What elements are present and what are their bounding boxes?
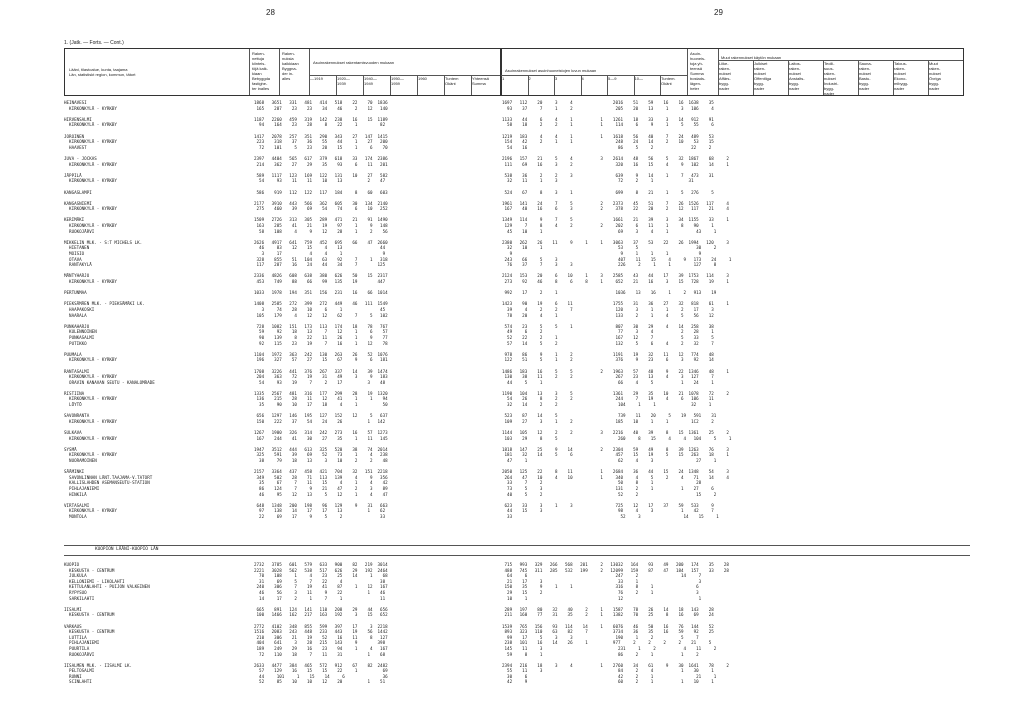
table-row bbox=[64, 514, 500, 520]
row-values: 150 222 37 54 24 26 1 142 bbox=[254, 418, 386, 424]
row-values: 238 101 16 14 26 1 977 2 2 2 2 21 5 bbox=[502, 640, 712, 646]
row-values: 46 56 3 11 9 22 1 46 bbox=[254, 589, 386, 595]
row-values: 648 1348 200 198 96 129 9 31 663 bbox=[254, 502, 388, 508]
row-values: 64 6 247 2 14 7 bbox=[502, 573, 702, 579]
area-name: SAVONRANTA bbox=[64, 413, 90, 419]
row-values: 1219 183 4 4 1 1 1618 56 40 7 24 489 53 bbox=[502, 133, 714, 139]
row-values: 86 124 7 9 21 47 2 3 89 bbox=[254, 485, 388, 491]
area-name: SULKAVA bbox=[64, 430, 82, 436]
row-values: 1187 2260 459 319 142 238 16 15 1189 bbox=[254, 116, 388, 122]
dwellings-total-header: Asuin- huoneis- toja yh- teensä Summa bostads- lägen- heter bbox=[690, 51, 706, 91]
area-name: KIRKONKYLÄ - KYRKBY bbox=[64, 279, 117, 284]
row-values: 46 83 12 15 4 13 44 bbox=[254, 245, 386, 251]
row-values: 1509 2726 313 305 289 471 21 91 1490 bbox=[254, 217, 388, 223]
row-values: 1133 44 6 4 1 1 1261 18 33 3 14 912 91 bbox=[502, 116, 714, 122]
year-column-header: Yhteensä Summa bbox=[472, 76, 489, 86]
area-name: PIHLAJANIEMI bbox=[64, 485, 100, 491]
row-values: 2196 157 21 5 4 3 2614 48 56 5 32 1867 68 2 bbox=[502, 155, 729, 161]
row-values: 39 4 2 2 7 120 3 1 1 2 17 3 bbox=[502, 306, 714, 312]
row-values: 223 318 37 36 55 44 1 27 200 bbox=[254, 139, 388, 145]
area-name: KALLISLAHDEN ASEMANSEUTU-STATION bbox=[64, 480, 150, 486]
dwelling-count-column-header: 1 bbox=[502, 76, 505, 81]
year-column-header: 1940— 1949 bbox=[364, 76, 377, 86]
row-values: 1947 3512 444 613 325 520 38 74 2014 bbox=[254, 446, 388, 452]
row-values: 453 749 88 66 99 135 19 447 bbox=[254, 279, 386, 284]
area-name: HINKILÄ bbox=[64, 491, 87, 497]
row-values: 523 87 14 5 739 11 20 5 19 591 31 bbox=[502, 413, 717, 419]
row-values: 1486 183 16 5 5 2 1963 57 48 9 22 1346 48 1 bbox=[502, 368, 729, 374]
row-values: 30 6 42 2 1 21 1 bbox=[502, 673, 717, 679]
area-name: KANGASLAMPI bbox=[64, 189, 92, 195]
row-values: 656 1297 146 195 127 152 12 5 637 bbox=[254, 413, 388, 419]
building-use-column-header: Julkiset raken- nukset Offentliga bygg- nader bbox=[754, 61, 772, 91]
row-values: 111 69 16 3 2 320 16 15 4 9 102 14 1 bbox=[502, 161, 729, 167]
row-values: 14 17 2 1 7 1 11 bbox=[254, 595, 386, 601]
row-values: 76 37 7 3 3 226 2 1 1 127 8 bbox=[502, 262, 717, 268]
area-name: PUNKASALMI bbox=[64, 334, 95, 340]
area-name: KESKUSTA - CENTRUM bbox=[64, 612, 115, 618]
row-values: 93 37 7 1 2 205 20 13 1 3 106 4 bbox=[502, 105, 714, 111]
row-values: 1423 90 19 6 11 1755 31 36 27 32 818 61 1 bbox=[502, 301, 729, 307]
construction-year-group-header bbox=[313, 55, 499, 67]
row-values: 46 95 12 13 5 12 1 4 47 bbox=[254, 491, 388, 497]
row-values: 715 993 329 266 568 201 2 13032 164 93 49 200 174 35 28 bbox=[502, 562, 729, 567]
row-values: 349 502 28 71 113 139 4 9 356 bbox=[254, 474, 388, 480]
row-values: 9 9 1 1 1 9 bbox=[502, 251, 702, 257]
area-name: RUOKOJÄRVI bbox=[64, 651, 95, 657]
area-name: SYSMÄ bbox=[64, 446, 77, 452]
area-name: KANGASNIEMI bbox=[64, 200, 92, 206]
row-values: 1408 2585 272 399 272 449 46 111 1549 bbox=[254, 301, 388, 307]
year-column-header: 1920— 1939 bbox=[337, 76, 350, 86]
row-values: 145 11 3 231 1 2 4 11 2 bbox=[502, 645, 717, 651]
row-values: 94 164 23 28 8 22 1 82 bbox=[254, 122, 386, 128]
row-values: 165 287 23 23 34 46 2 12 140 bbox=[254, 105, 388, 111]
row-values: 52 85 10 10 12 20 1 51 bbox=[254, 679, 386, 685]
area-name: KIRKONKYLÄ - KYRKBY bbox=[64, 374, 117, 380]
row-values: 47 1 62 4 3 27 1 bbox=[502, 458, 717, 463]
area-name: RYPYSUO bbox=[64, 589, 87, 595]
area-name: HEINAVESI bbox=[64, 100, 87, 105]
area-name: PERTUNMAA bbox=[64, 290, 87, 296]
area-name: NUORAMOINEN bbox=[64, 458, 97, 463]
row-values: 100 1466 162 217 163 192 3 15 652 bbox=[254, 612, 388, 618]
row-values: 2177 3910 443 566 362 605 30 134 2140 bbox=[254, 200, 388, 206]
row-values: 2394 216 18 3 4 1 2760 34 61 9 30 1641 78 2 bbox=[502, 662, 729, 668]
row-values: 44 5 1 66 4 5 1 24 1 bbox=[502, 379, 714, 385]
area-name: KIRKONKYLÄ - KYRKBY bbox=[64, 396, 117, 402]
row-values: 538 36 2 2 3 639 9 14 1 7 473 31 bbox=[502, 172, 714, 178]
row-values: 1708 3226 441 376 267 337 14 39 1474 bbox=[254, 368, 388, 374]
area-name: PUTIKKO bbox=[64, 340, 87, 346]
area-name: PUNKAHARJU bbox=[64, 323, 90, 329]
row-values: 728 1082 151 173 113 174 18 78 767 bbox=[254, 323, 388, 329]
row-values: 103 29 8 5 260 8 15 4 4 104 5 1 bbox=[502, 435, 732, 441]
area-name: LÖYTÖ bbox=[64, 402, 82, 408]
area-name: HAAPAKOSKI bbox=[64, 306, 95, 312]
row-values: 167 40 16 6 3 2 378 22 20 2 12 117 21 4 bbox=[502, 206, 729, 212]
area-name: KESKUSTA - CENTRUM bbox=[64, 629, 115, 635]
row-values: 196 327 57 27 15 67 9 6 181 bbox=[254, 357, 388, 363]
row-values: 623 33 3 1 3 725 12 17 37 59 533 9 bbox=[502, 502, 714, 508]
row-values: 32 14 2 2 104 1 1 32 1 bbox=[502, 402, 712, 408]
area-name: SCINLAHTI bbox=[64, 679, 92, 685]
row-values: 57 129 16 15 15 22 1 69 bbox=[254, 668, 388, 674]
area-name: JUVA - JOCKAS bbox=[64, 155, 97, 161]
left-table-header bbox=[64, 48, 502, 96]
year-column-header: 1960 bbox=[418, 76, 427, 81]
area-name: KULENNOINEN bbox=[64, 329, 97, 335]
left-table-body bbox=[64, 100, 500, 520]
row-values: 1335 2567 481 316 177 299 28 19 1320 bbox=[254, 390, 388, 396]
row-values: 275 460 39 69 54 74 6 10 252 bbox=[254, 206, 388, 212]
area-name: MONTOLA bbox=[64, 513, 87, 519]
row-values: 2397 4404 565 617 379 618 33 174 2386 bbox=[254, 155, 388, 161]
area-name: PUUMALA bbox=[64, 351, 82, 357]
row-values: 33 52 3 14 15 1 bbox=[502, 513, 719, 519]
row-values: 97 138 14 17 17 13 1 62 bbox=[254, 508, 386, 514]
row-values: 167 244 41 30 27 35 1 11 145 bbox=[254, 435, 388, 441]
row-values: 32 10 1 53 5 30 2 bbox=[502, 245, 717, 251]
area-name: JOROINEN bbox=[64, 133, 85, 139]
row-values: 1267 1900 326 314 242 273 16 57 1273 bbox=[254, 430, 388, 436]
row-values: 154 42 2 1 1 248 24 14 2 10 53 15 bbox=[502, 139, 714, 145]
row-values: 2633 4477 384 465 572 912 67 82 2482 bbox=[254, 662, 388, 668]
row-values: 328 855 51 104 63 92 7 1 318 bbox=[254, 256, 388, 262]
dwelling-count-column-header: 2 bbox=[528, 76, 531, 81]
group-header-fi: Asuinrakennukset rakentamisvuoden mukaan bbox=[313, 60, 394, 65]
row-values: 2626 4917 641 759 452 695 66 47 2660 bbox=[254, 239, 388, 245]
row-values: 45 10 1 69 3 4 1 43 1 bbox=[502, 228, 717, 234]
area-name: SARKILAHTI bbox=[64, 595, 95, 601]
row-values: 52 22 2 1 167 12 7 5 33 5 bbox=[502, 334, 714, 340]
row-values: 109 27 3 1 2 185 10 1 1 1C2 2 bbox=[502, 418, 714, 424]
group-header-fi-2: Asuinrakennukset asuinhuoneistojen luvun mukaan bbox=[505, 68, 597, 73]
year-column-header: 1950— 1959 bbox=[391, 76, 404, 86]
area-name: MÄNTYHARJU bbox=[64, 273, 90, 279]
row-values: 44 15 3 98 4 3 1 42 7 bbox=[502, 508, 714, 514]
row-values: 1818 147 25 9 14 2 2304 59 49 8 39 1263 76 3 bbox=[502, 446, 729, 452]
building-use-column-header: Talous- raken- nukset Ekono- mibygg- nader bbox=[894, 61, 909, 91]
area-name: KIRKONKYLÄ - KYRKBY bbox=[64, 122, 117, 128]
area-name: MIKKELIN MLK. - S:T MICHELS LK. bbox=[64, 239, 143, 245]
area-name: HIRVENSALMI bbox=[64, 116, 92, 122]
area-name: KERIMÄKI bbox=[64, 217, 85, 223]
building-use-column-header: Liike- raken- nukset Affärs- bygg- nader bbox=[719, 61, 731, 91]
other-buildings-group-header bbox=[721, 50, 961, 60]
area-name: OTAVA bbox=[64, 256, 82, 262]
row-values: 992 17 2 1 1036 13 16 1 2 913 19 bbox=[502, 290, 717, 296]
row-values: 210 306 21 19 52 16 11 8 127 bbox=[254, 634, 388, 640]
dwelling-count-column-header: 4 bbox=[581, 76, 584, 81]
left-table-body-kuopio bbox=[64, 562, 500, 685]
row-values: 35 90 10 17 18 4 1 50 bbox=[254, 402, 388, 408]
row-values: 214 362 27 29 35 93 6 11 201 bbox=[254, 161, 388, 167]
area-name: SÄÄMINKI bbox=[64, 469, 85, 475]
area-name: VARKAUS bbox=[64, 623, 82, 629]
table-row bbox=[500, 679, 970, 685]
area-name: KIRKONKYLÄ - KYRKBY bbox=[64, 206, 117, 212]
area-name: PIHLAJANIEMI bbox=[64, 640, 100, 646]
area-name: LUTTILA bbox=[64, 634, 87, 640]
row-values: 2732 3785 601 579 633 900 82 219 3014 bbox=[254, 562, 388, 567]
row-values: 58 18 2 2 1 1 114 6 9 1 5 55 6 bbox=[502, 122, 714, 128]
row-values: 136 215 28 11 12 41 1 1 94 bbox=[254, 396, 388, 402]
row-values: 204 363 72 19 31 49 3 9 183 bbox=[254, 374, 388, 380]
row-values: 524 67 8 3 1 699 8 21 1 5 276 5 bbox=[502, 189, 714, 195]
right-table-body-kuopio bbox=[500, 562, 970, 685]
table-row bbox=[64, 679, 500, 685]
row-values: 665 891 124 141 110 208 29 44 656 bbox=[254, 606, 388, 612]
group2-header-fi: Muut rakennukset käytön mukaan bbox=[721, 55, 782, 60]
row-values: 211 160 77 31 35 2 1 1382 70 25 8 16 69 24 bbox=[502, 612, 714, 618]
row-values: 2336 4826 608 638 380 626 50 15 2317 bbox=[254, 273, 388, 279]
page-number-left: 28 bbox=[266, 8, 275, 17]
area-name: RANTAKYLÄ bbox=[64, 262, 92, 268]
area-name: ORAVIN KANAVAN SEUTU - KANALOMRADE bbox=[64, 379, 155, 385]
row-values: 163 285 41 21 19 97 1 9 148 bbox=[254, 223, 388, 229]
row-values: 3 17 4 4 1 9 bbox=[254, 251, 386, 257]
area-name: RUOKOJÄRVI bbox=[64, 228, 95, 234]
table-row bbox=[500, 514, 970, 520]
buildings-column-header: Raken- nuksia kaikkiaan Byggna- der in- alles bbox=[282, 51, 299, 81]
row-values: 243 66 5 3 407 11 15 4 9 173 24 1 bbox=[502, 256, 732, 262]
row-values: 586 919 112 122 117 184 8 60 603 bbox=[254, 189, 388, 195]
area-name: KIRKONKYLÄ - KYRKBY bbox=[64, 139, 117, 145]
area-name: PIEKSÄMÄEN MLK. - PIEKSÄMÄKI LK. bbox=[64, 301, 145, 307]
row-values: 40 5 2 52 2 15 2 bbox=[502, 491, 717, 497]
dwelling-count-column-header: 3 bbox=[555, 76, 558, 81]
year-column-header: —1919 bbox=[310, 76, 323, 81]
area-name: KETTULANLAHTI - PUIJON VALKEINEN bbox=[64, 584, 150, 590]
row-values: 90 139 8 22 11 26 1 9 77 bbox=[254, 334, 388, 340]
building-use-column-header: Laitos- raken- nukset Anstalts- bygg- nader bbox=[789, 61, 805, 91]
row-values: 129 7 8 4 2 2 202 6 11 1 8 90 1 bbox=[502, 223, 714, 229]
dwelling-count-group-header bbox=[505, 63, 681, 75]
row-values: 1190 104 13 3 5 1361 29 35 10 21 1078 72 2 bbox=[502, 390, 729, 396]
row-values: 893 323 110 63 82 7 3734 36 35 16 59 92 25 bbox=[502, 629, 714, 635]
row-values: 73 5 3 131 2 1 1 27 6 bbox=[502, 485, 714, 491]
area-name: IISALMI bbox=[64, 606, 82, 612]
area-name: RANTASALMI bbox=[64, 368, 90, 374]
area-name: KIRKONKYLÄ - KYRKBY bbox=[64, 178, 117, 184]
row-values: 105 179 4 12 12 62 7 5 102 bbox=[254, 312, 388, 318]
table-caption: 1. (Jatk. — Forts. — Cont.) bbox=[64, 40, 124, 46]
row-values: 1349 114 9 7 5 1661 21 39 3 34 1155 33 1 bbox=[502, 217, 729, 223]
area-name: KIRKONKYLÄ - KYRKBY bbox=[64, 161, 117, 167]
area-name: KIRKONKYLÄ - KYRKBY bbox=[64, 223, 117, 229]
row-values: 404 641 3 28 215 143 9 398 bbox=[254, 640, 386, 646]
row-values: 2124 153 20 6 10 1 3 2585 43 44 17 39 1753 114 3 bbox=[502, 273, 729, 279]
area-name: KIRKONKYLÄ - KYRKBY bbox=[64, 452, 117, 458]
row-values: 2157 3364 437 458 421 704 32 151 2218 bbox=[254, 469, 388, 475]
row-values: 70 108 1 4 23 25 14 1 68 bbox=[254, 573, 388, 579]
row-values: 130 38 11 2 2 267 23 13 4 3 127 7 bbox=[502, 374, 714, 380]
area-name: RUNNI bbox=[64, 673, 82, 679]
row-values: 181 32 14 5 6 457 15 19 5 15 263 18 1 bbox=[502, 452, 729, 458]
area-name: KIRKONKYLÄ - KYRKBY bbox=[64, 435, 117, 441]
row-values: 59 92 18 13 7 12 1 6 57 bbox=[254, 329, 388, 335]
area-name: KIRKONKYLÄ - KYRKBY bbox=[64, 105, 117, 111]
row-values: 22 69 17 9 5 2 33 bbox=[254, 513, 386, 519]
dwelling-count-column-header: 5—9 bbox=[608, 76, 617, 81]
row-values: 57 14 5 2 132 5 6 4 2 32 7 bbox=[502, 340, 714, 346]
row-values: 2050 125 22 8 11 1 2684 36 44 15 24 1348 54 3 bbox=[502, 469, 729, 475]
area-name: VIRTASALMI bbox=[64, 502, 90, 508]
area-name: KIRKONKYLÄ - KYRKBY bbox=[64, 508, 117, 514]
row-values: 58 108 4 9 12 28 1 2 56 bbox=[254, 228, 388, 234]
row-values: 122 51 5 1 2 376 9 23 6 3 92 14 bbox=[502, 357, 714, 363]
row-values: 35 67 7 11 15 4 1 4 42 bbox=[254, 480, 388, 486]
row-values: 10 1 12 1 bbox=[502, 595, 702, 601]
row-values: 1516 2083 243 448 233 443 19 56 1442 bbox=[254, 629, 388, 635]
area-name: KIRKONKYLÄ - KYRKBY bbox=[64, 418, 117, 424]
area-name: JÄPPILÄ bbox=[64, 172, 82, 178]
area-name: RISTIINA bbox=[64, 390, 85, 396]
row-values: 273 92 46 8 6 8 1 652 21 16 3 15 728 19 1 bbox=[502, 279, 729, 284]
year-column-header: Tuntem Okänt bbox=[445, 76, 459, 86]
right-table-body bbox=[500, 100, 970, 520]
row-values: 117 287 16 24 44 34 7 125 bbox=[254, 262, 386, 268]
row-values: 488 745 311 285 532 199 2 12099 159 87 47 184 157 33 28 bbox=[502, 567, 729, 573]
dwelling-count-column-header: 10— bbox=[634, 76, 643, 81]
row-values: 99 17 5 3 3 190 1 2 5 7 bbox=[502, 634, 699, 640]
row-values: 54 93 19 7 2 17 3 48 bbox=[254, 379, 386, 385]
row-values: 574 23 5 5 1 807 30 29 4 14 258 38 bbox=[502, 323, 714, 329]
row-values: 1868 3651 331 481 414 518 22 70 1836 bbox=[254, 100, 388, 105]
row-values: 54 16 86 5 2 22 2 bbox=[502, 144, 712, 150]
row-values: 59 8 1 86 2 1 1 2 bbox=[502, 651, 699, 657]
dwelling-count-column-header: Tuntem. Okänt bbox=[661, 76, 676, 86]
right-page bbox=[502, 0, 1024, 725]
row-values: 2221 3028 562 538 517 626 29 192 2464 bbox=[254, 567, 388, 573]
area-name: KELLONIEMI - LIKOLAHTI bbox=[64, 578, 125, 584]
building-use-column-header: Muut raken- nukset Övriga bygg- nader bbox=[929, 61, 941, 91]
row-values: 1144 105 12 2 2 3 2216 40 39 8 15 1361 25 2 bbox=[502, 430, 729, 436]
row-values: 44 101 1 15 14 6 36 bbox=[254, 673, 388, 679]
area-name: SAVONLINNAN LÄNT.TAAJAMA-V.TATORT bbox=[64, 474, 153, 480]
building-use-column-header: Sauna- raken- nukset Bastu- bygg- nader bbox=[859, 61, 872, 91]
area-name: KESKUSTA - CENTRUM bbox=[64, 567, 115, 573]
row-values: 189 249 29 16 23 94 1 4 167 bbox=[254, 645, 388, 651]
row-values: 32 11 1 3 72 2 1 31 bbox=[502, 178, 694, 184]
row-values: 3 74 28 10 6 1 45 bbox=[254, 306, 386, 312]
row-values: 1417 2078 257 351 290 343 27 147 1415 bbox=[254, 133, 388, 139]
area-name: IISALMEN MLK. - IISALMI LK. bbox=[64, 662, 133, 668]
area-name: KUOPIO bbox=[64, 562, 80, 567]
row-values: 54 26 8 2 2 244 7 19 4 6 106 11 bbox=[502, 396, 714, 402]
row-values: 38 79 18 13 3 10 2 2 48 bbox=[254, 458, 388, 463]
area-name: MOISIO bbox=[64, 251, 85, 257]
section-title: KUOPION LÄÄNI-KUOPIO LÄN bbox=[95, 547, 159, 552]
area-name: NAARALA bbox=[64, 312, 87, 318]
area-name: HIETANEN bbox=[64, 245, 90, 251]
row-values: 1961 141 24 7 5 2 2373 45 51 7 26 1526 117 4 bbox=[502, 200, 729, 206]
row-values: 289 197 80 32 40 2 1 1587 78 26 14 18 143 28 bbox=[502, 606, 714, 612]
row-values: 1033 1978 194 351 156 231 16 66 1014 bbox=[254, 290, 388, 296]
area-name: KIRKONKYLÄ - KYRKBY bbox=[64, 357, 117, 363]
row-values: 325 591 39 69 52 73 1 4 238 bbox=[254, 452, 388, 458]
row-values: 92 115 23 19 7 16 1 12 78 bbox=[254, 340, 388, 346]
right-table-header bbox=[500, 48, 964, 96]
row-values: 1697 112 20 3 4 2016 51 59 16 16 1638 35 bbox=[502, 100, 714, 105]
row-values: 978 86 9 1 2 1191 19 32 11 12 774 48 bbox=[502, 351, 714, 357]
page-number-right: 29 bbox=[714, 8, 723, 17]
row-values: 42 9 60 2 1 1 10 1 bbox=[502, 679, 714, 685]
row-values: 33 7 2 50 8 1 28 bbox=[502, 480, 702, 486]
row-values: 55 11 3 84 2 4 1 30 1 bbox=[502, 668, 714, 674]
row-values: 54 93 11 11 10 13 2 47 bbox=[254, 178, 386, 184]
row-values: 264 47 10 4 10 1 340 4 5 2 4 71 14 4 bbox=[502, 474, 729, 480]
row-values: 1539 765 156 93 114 14 1 6076 46 50 16 76 144 52 bbox=[502, 623, 714, 629]
area-name: PUURTILA bbox=[64, 645, 90, 651]
row-values: 72 101 5 23 20 15 1 6 70 bbox=[254, 144, 388, 150]
row-values: 2772 4102 348 855 599 397 17 3 2218 bbox=[254, 623, 388, 629]
area-name: JULKULA bbox=[64, 573, 87, 579]
row-values: 49 6 2 77 3 4 2 28 1 bbox=[502, 329, 714, 335]
row-values: 1104 1972 363 242 130 263 26 52 1076 bbox=[254, 351, 388, 357]
row-values: 31 69 5 7 22 4 38 bbox=[254, 578, 386, 584]
row-values: 29 15 2 76 2 1 3 bbox=[502, 589, 699, 595]
row-values: 78 20 4 1 133 2 1 4 5 56 12 bbox=[502, 312, 714, 318]
properties-column-header: Raken- nettuja kiinteis- töjä kaik- kiaan Bebyggda fastighe- ter inalles bbox=[252, 51, 271, 91]
row-values: 21 17 3 33 1 3 bbox=[502, 578, 702, 584]
row-values: 2380 262 26 11 9 1 1 3063 37 53 22 26 1994 120 3 bbox=[502, 239, 729, 245]
row-values: 240 306 7 19 41 87 1 12 167 bbox=[254, 584, 388, 590]
row-values: 72 110 18 7 11 31 1 68 bbox=[254, 651, 386, 657]
area-name: HAAVEST bbox=[64, 144, 87, 150]
row-values: 150 35 9 1 1 316 8 1 6 bbox=[502, 584, 699, 590]
area-column-header: Lääni, tilastoalue, kunta, taajama Län, statistiskt region, kommun, tätort bbox=[69, 67, 136, 77]
building-use-column-header: Teolli- suus- raken- nukset Industri- bygg- nader bbox=[824, 61, 839, 95]
row-values: 589 1117 123 169 122 131 10 27 582 bbox=[254, 172, 388, 178]
area-name: PELTOSALMI bbox=[64, 668, 95, 674]
